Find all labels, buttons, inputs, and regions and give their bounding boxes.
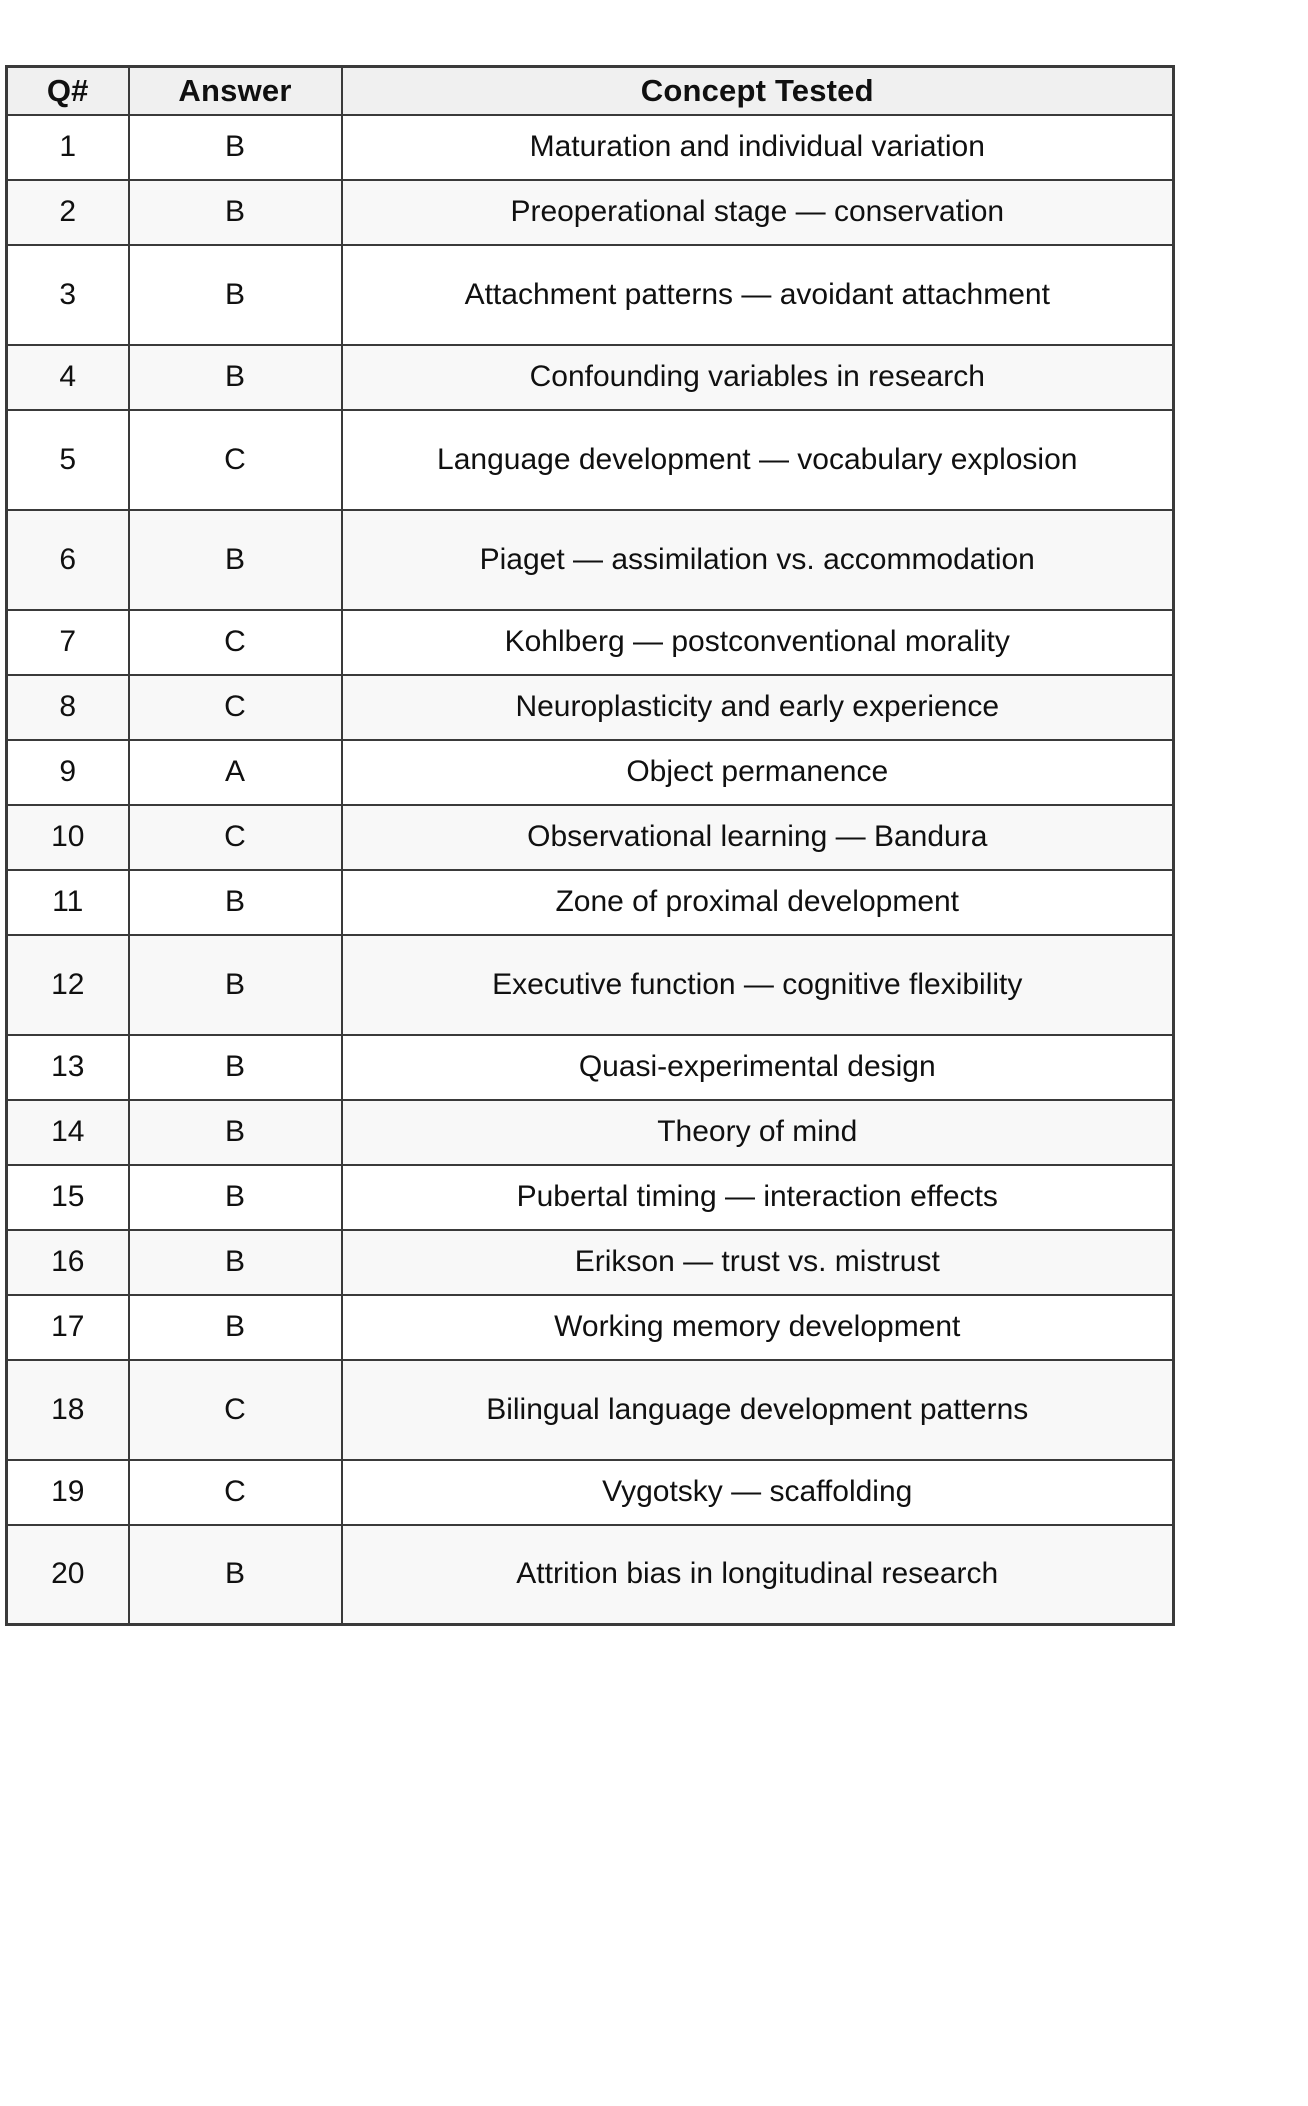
cell-question-number: 8 — [7, 675, 129, 740]
answer-key-table — [5, 65, 1175, 1626]
cell-question-number: 9 — [7, 740, 129, 805]
table-row — [7, 675, 1174, 740]
cell-question-number: 17 — [7, 1295, 129, 1360]
cell-question-number: 3 — [7, 245, 129, 345]
table-row — [7, 1295, 1174, 1360]
table-row — [7, 1165, 1174, 1230]
cell-concept-tested: Language development — vocabulary explosion — [342, 410, 1174, 510]
cell-question-number: 10 — [7, 805, 129, 870]
cell-question-number: 19 — [7, 1460, 129, 1525]
cell-concept-tested: Maturation and individual variation — [342, 115, 1174, 180]
table-row — [7, 1230, 1174, 1295]
cell-concept-tested: Working memory development — [342, 1295, 1174, 1360]
cell-concept-tested: Attrition bias in longitudinal research — [342, 1525, 1174, 1625]
cell-answer: B — [129, 1035, 342, 1100]
cell-answer: B — [129, 1230, 342, 1295]
table-row — [7, 180, 1174, 245]
cell-answer: C — [129, 610, 342, 675]
cell-concept-tested: Quasi-experimental design — [342, 1035, 1174, 1100]
table-row — [7, 935, 1174, 1035]
cell-answer: B — [129, 935, 342, 1035]
table-row — [7, 345, 1174, 410]
column-header-answer: Answer — [129, 67, 342, 115]
cell-answer: B — [129, 510, 342, 610]
cell-concept-tested: Object permanence — [342, 740, 1174, 805]
cell-answer: B — [129, 1525, 342, 1625]
column-header-q: Q# — [7, 67, 129, 115]
cell-question-number: 4 — [7, 345, 129, 410]
cell-answer: B — [129, 1100, 342, 1165]
answer-key-table-container — [5, 65, 1172, 1626]
cell-answer: C — [129, 410, 342, 510]
cell-question-number: 2 — [7, 180, 129, 245]
table-row — [7, 870, 1174, 935]
cell-concept-tested: Bilingual language development patterns — [342, 1360, 1174, 1460]
cell-question-number: 11 — [7, 870, 129, 935]
table-header-row — [7, 67, 1174, 115]
column-header-concept: Concept Tested — [342, 67, 1174, 115]
cell-answer: B — [129, 1295, 342, 1360]
cell-concept-tested: Attachment patterns — avoidant attachment — [342, 245, 1174, 345]
table-row — [7, 1525, 1174, 1625]
table-row — [7, 1035, 1174, 1100]
cell-concept-tested: Piaget — assimilation vs. accommodation — [342, 510, 1174, 610]
table-row — [7, 115, 1174, 180]
table-row — [7, 610, 1174, 675]
cell-question-number: 15 — [7, 1165, 129, 1230]
cell-concept-tested: Pubertal timing — interaction effects — [342, 1165, 1174, 1230]
table-row — [7, 410, 1174, 510]
cell-concept-tested: Preoperational stage — conservation — [342, 180, 1174, 245]
cell-question-number: 5 — [7, 410, 129, 510]
cell-answer: C — [129, 1360, 342, 1460]
cell-concept-tested: Kohlberg — postconventional morality — [342, 610, 1174, 675]
cell-answer: C — [129, 675, 342, 740]
cell-answer: C — [129, 805, 342, 870]
cell-concept-tested: Zone of proximal development — [342, 870, 1174, 935]
table-row — [7, 1460, 1174, 1525]
cell-concept-tested: Theory of mind — [342, 1100, 1174, 1165]
cell-answer: B — [129, 345, 342, 410]
table-body — [7, 115, 1174, 1625]
table-header — [7, 67, 1174, 115]
cell-concept-tested: Erikson — trust vs. mistrust — [342, 1230, 1174, 1295]
cell-answer: C — [129, 1460, 342, 1525]
cell-concept-tested: Vygotsky — scaffolding — [342, 1460, 1174, 1525]
cell-question-number: 18 — [7, 1360, 129, 1460]
cell-concept-tested: Observational learning — Bandura — [342, 805, 1174, 870]
table-row — [7, 245, 1174, 345]
table-row — [7, 805, 1174, 870]
cell-question-number: 13 — [7, 1035, 129, 1100]
cell-answer: B — [129, 1165, 342, 1230]
cell-question-number: 14 — [7, 1100, 129, 1165]
table-row — [7, 510, 1174, 610]
cell-answer: B — [129, 870, 342, 935]
cell-question-number: 16 — [7, 1230, 129, 1295]
cell-answer: A — [129, 740, 342, 805]
cell-answer: B — [129, 245, 342, 345]
cell-answer: B — [129, 180, 342, 245]
cell-question-number: 6 — [7, 510, 129, 610]
cell-question-number: 20 — [7, 1525, 129, 1625]
cell-answer: B — [129, 115, 342, 180]
cell-question-number: 12 — [7, 935, 129, 1035]
cell-concept-tested: Confounding variables in research — [342, 345, 1174, 410]
cell-concept-tested: Neuroplasticity and early experience — [342, 675, 1174, 740]
cell-question-number: 7 — [7, 610, 129, 675]
table-row — [7, 1100, 1174, 1165]
table-row — [7, 1360, 1174, 1460]
table-row — [7, 740, 1174, 805]
cell-question-number: 1 — [7, 115, 129, 180]
cell-concept-tested: Executive function — cognitive flexibility — [342, 935, 1174, 1035]
